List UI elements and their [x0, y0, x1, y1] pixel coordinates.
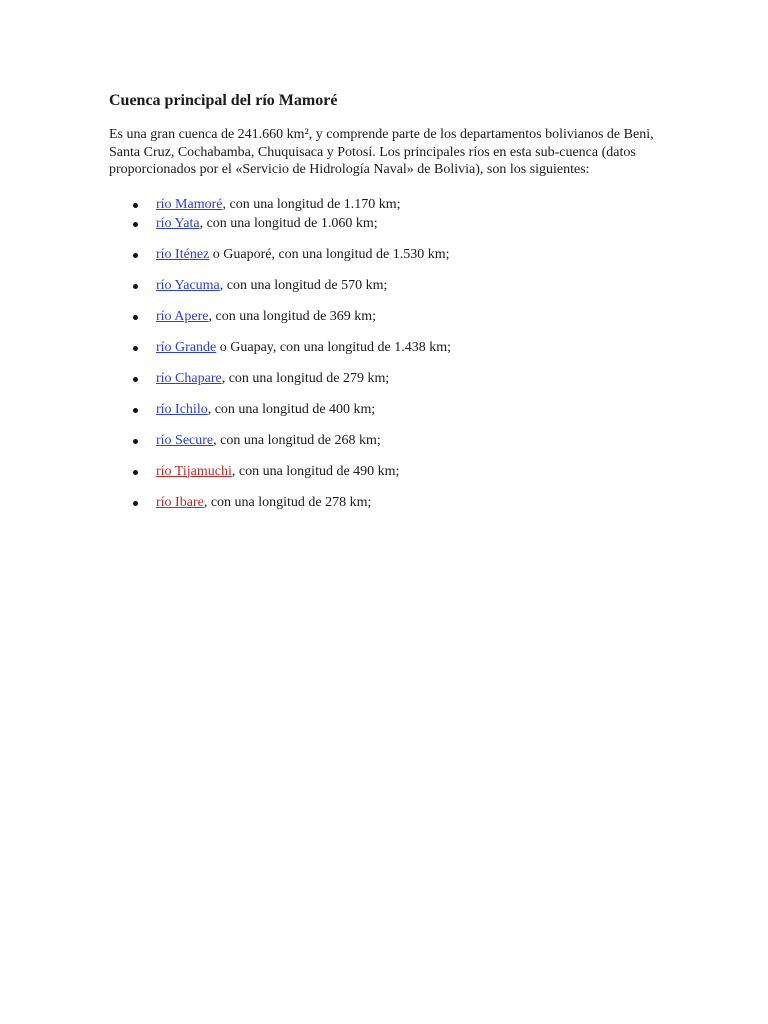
river-length-text: , con una longitud de 490 km; [231, 463, 400, 479]
river-length-text: , con una longitud de 400 km; [207, 401, 376, 417]
river-link-mamore[interactable]: río Mamoré [156, 196, 223, 212]
list-item [109, 401, 669, 418]
river-link-secure[interactable]: río Secure [156, 432, 214, 448]
list-item [109, 494, 669, 511]
river-link-ibare[interactable]: río Ibare [156, 494, 204, 510]
river-link-chapare[interactable]: río Chapare [156, 370, 222, 386]
bullet-icon [133, 315, 138, 320]
list-item [109, 277, 669, 294]
bullet-icon [133, 284, 138, 289]
river-length-text: , con una longitud de 1.170 km; [222, 196, 401, 212]
bullet-icon [133, 203, 138, 208]
river-link-tijamuchi[interactable]: río Tijamuchi [156, 463, 232, 479]
river-length-text: , con una longitud de 278 km; [203, 494, 372, 510]
river-length-text: , con una longitud de 279 km; [221, 370, 390, 386]
bullet-icon [133, 377, 138, 382]
document-body [109, 90, 669, 525]
river-link-yacuma[interactable]: río Yacuma [156, 277, 220, 293]
river-link-ichilo[interactable]: río Ichilo [156, 401, 208, 417]
river-length-text: , con una longitud de 1.060 km; [199, 215, 378, 231]
river-length-text: o Guapay, con una longitud de 1.438 km; [216, 339, 451, 355]
river-list [109, 196, 669, 511]
bullet-icon [133, 346, 138, 351]
river-link-yata[interactable]: río Yata [156, 215, 200, 231]
list-item [109, 432, 669, 449]
river-length-text: o Guaporé, con una longitud de 1.530 km; [209, 246, 450, 262]
bullet-icon [133, 470, 138, 475]
river-length-text: , con una longitud de 570 km; [219, 277, 388, 293]
bullet-icon [133, 253, 138, 258]
list-item [109, 196, 669, 213]
river-length-text: , con una longitud de 369 km; [208, 308, 377, 324]
list-item [109, 246, 669, 263]
bullet-icon [133, 222, 138, 227]
document-title: Cuenca principal del río Mamoré [109, 92, 338, 109]
list-item [109, 215, 669, 232]
river-length-text: , con una longitud de 268 km; [213, 432, 381, 448]
list-item [109, 339, 669, 356]
bullet-icon [133, 408, 138, 413]
list-item [109, 308, 669, 325]
intro-paragraph: Es una gran cuenca de 241.660 km², y comprende parte de los departamentos bolivianos de Beni, Santa Cruz, Cochabamba, Chuquisaca y Potosí. Los principales ríos en esta sub-cuenca (datos proporcionados por el «Servicio de Hidrología Naval» de Bolivia), son los siguientes: [109, 127, 654, 177]
bullet-icon [133, 501, 138, 506]
bullet-icon [133, 439, 138, 444]
list-item [109, 370, 669, 387]
river-link-itenez[interactable]: río Iténez [156, 246, 210, 262]
river-link-apere[interactable]: río Apere [156, 308, 209, 324]
river-link-grande[interactable]: río Grande [156, 339, 217, 355]
list-item [109, 463, 669, 480]
